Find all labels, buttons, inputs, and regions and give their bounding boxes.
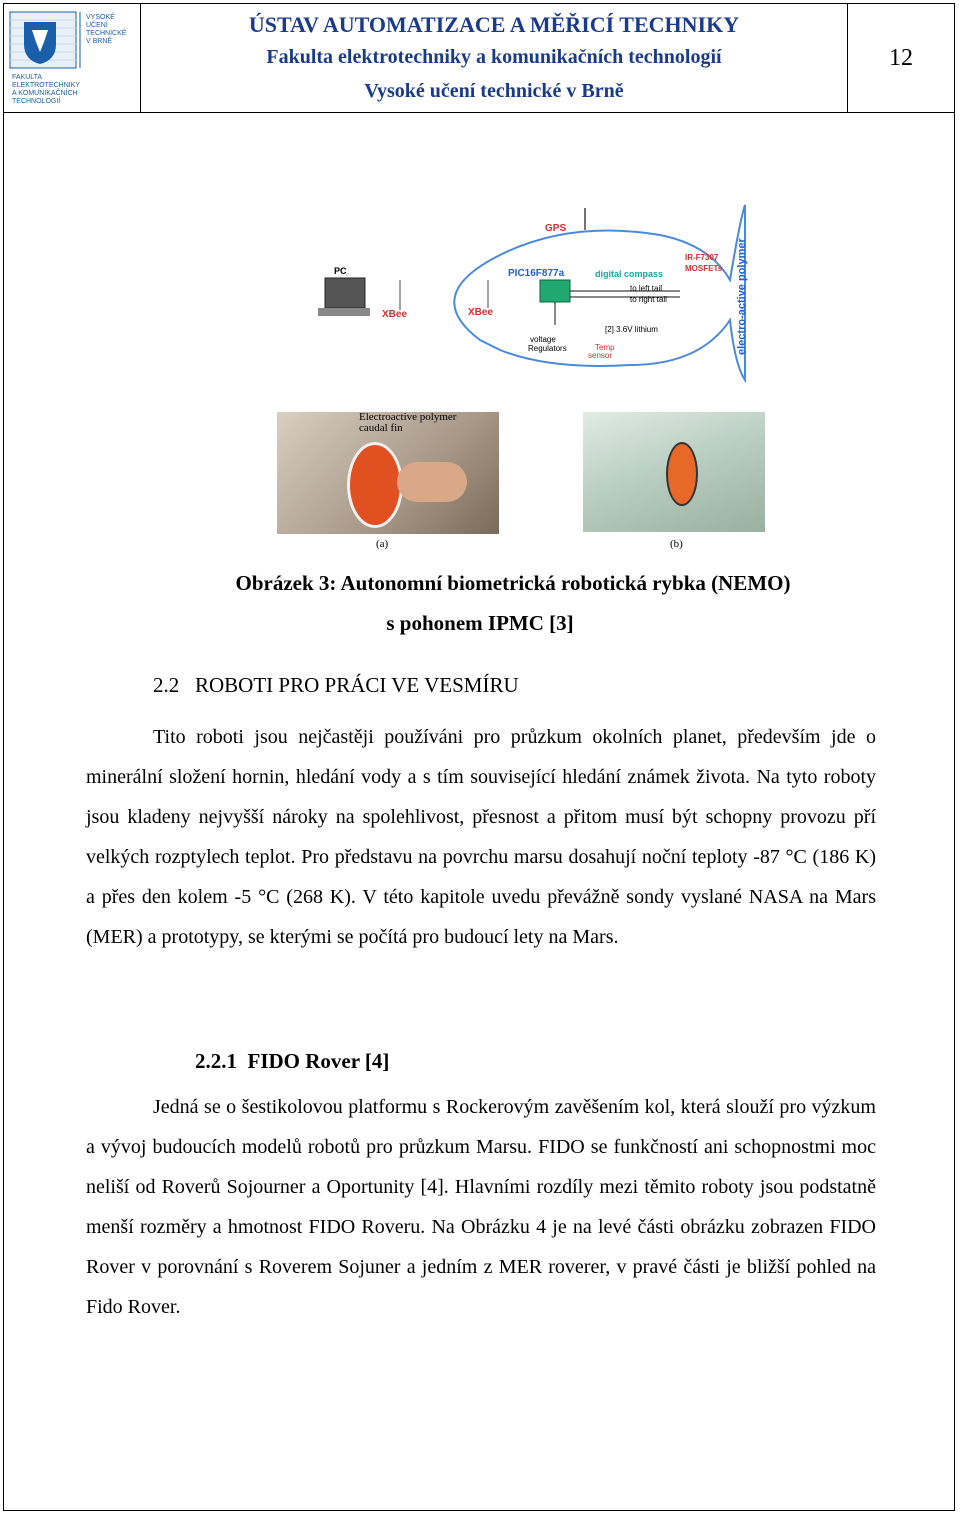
xbee-label-2: XBee — [468, 307, 494, 318]
gps-label: GPS — [545, 223, 567, 234]
swimming-fish-shape — [666, 442, 698, 506]
header-titles — [141, 4, 848, 112]
pc-label: PC — [334, 266, 347, 276]
faculty-name: Fakulta elektrotechniky a komunikačních technologií — [266, 46, 722, 68]
section-heading — [153, 673, 519, 698]
subsection-title: FIDO Rover [4] — [247, 1049, 390, 1073]
figure-caption-line1: Obrázek 3: Autonomní biometrická robotická rybka (NEMO) — [235, 571, 791, 595]
fish-robot-shape — [347, 442, 403, 528]
institute-name: ÚSTAV AUTOMATIZACE A MĚŘICÍ TECHNIKY — [248, 12, 740, 37]
subfigure-b-label: (b) — [670, 538, 683, 550]
mosfet-label: MOSFETs — [685, 264, 723, 273]
university-name: Vysoké učení technické v Brně — [364, 80, 624, 102]
pc-icon — [325, 278, 365, 308]
subsection-paragraph: Jedná se o šestikolovou platformu s Rockerovým zavěšením kol, která slouží pro výzkum a vývoj budoucích modelů robotů pro průzkum Marsu. FIDO se funkčností ani schopnostmi moc neliší od Roverů Sojourner a Oportunity [4]. Hlavními rozdíly mezi těmito roboty jsou podstatně menší rozměry a hmotnost FIDO Roveru. Na Obrázku 4 je na levé části obrázku zobrazen FIDO Rover v porovnání s Roverem Sojuner a jedním z MER roverer, v pravé části je bližší pohled na Fido Rover. — [86, 1096, 876, 1318]
page-number: 12 — [889, 44, 913, 71]
subsection-number: 2.2.1 — [195, 1049, 237, 1073]
hand-shape — [397, 462, 467, 502]
figure-caption-line2: s pohonem IPMC [3] — [386, 611, 574, 635]
photo-a — [277, 412, 499, 534]
right-tail-label: to right tail — [630, 295, 667, 304]
polymer-label: electro-active polymer — [736, 238, 748, 355]
regulators-label: Regulators — [528, 344, 567, 353]
subfigure-a-label: (a) — [376, 538, 389, 550]
temp-label: Temp — [595, 343, 615, 352]
left-tail-label: to left tail — [630, 284, 663, 293]
photo-b — [583, 412, 765, 532]
logo-bottom-text: FAKULTA ELEKTROTECHNIKY A KOMUNIKAČNÍCH TECHNOLOGIÍ — [12, 74, 81, 105]
logo-top-text: VYSOKÉ UČENÍ TECHNICKÉ V BRNĚ — [86, 14, 127, 45]
page-header — [3, 3, 955, 113]
subsection-heading — [195, 1049, 389, 1074]
photo-a-annotation: Electroactive polymer caudal fin — [359, 411, 457, 434]
fish-diagram — [300, 200, 760, 385]
irf-label: IR-F7307 — [685, 253, 719, 262]
pic-label: PIC16F877a — [508, 268, 565, 279]
battery-label: [2] 3.6V lithium — [605, 325, 658, 334]
xbee-label-1: XBee — [382, 309, 408, 320]
compass-label: digital compass — [595, 269, 664, 279]
voltage-label: voltage — [530, 335, 556, 344]
section-paragraph: Tito roboti jsou nejčastěji používáni pro průzkum okolních planet, především jde o minerální složení hornin, hledání vody a s tím související hledání známek života. Na tyto roboty jsou kladeny nejvyšší nároky na spolehlivost, přesnost a přitom musí být schopny provozu pří velkých rozptylech teplot. Pro představu na povrchu marsu dosahují noční teploty -87 °C (186 K) a přes den kolem -5 °C (268 K). V této kapitole uvedu převážně sondy vyslané NASA na Mars (MER) a prototypy, se kterými se počítá pro budoucí lety na Mars. — [86, 726, 876, 948]
section-number: 2.2 — [153, 673, 180, 697]
sensor-label: sensor — [588, 351, 613, 360]
university-logo — [4, 4, 141, 112]
section-title: ROBOTI PRO PRÁCI VE VESMÍRU — [195, 673, 519, 697]
